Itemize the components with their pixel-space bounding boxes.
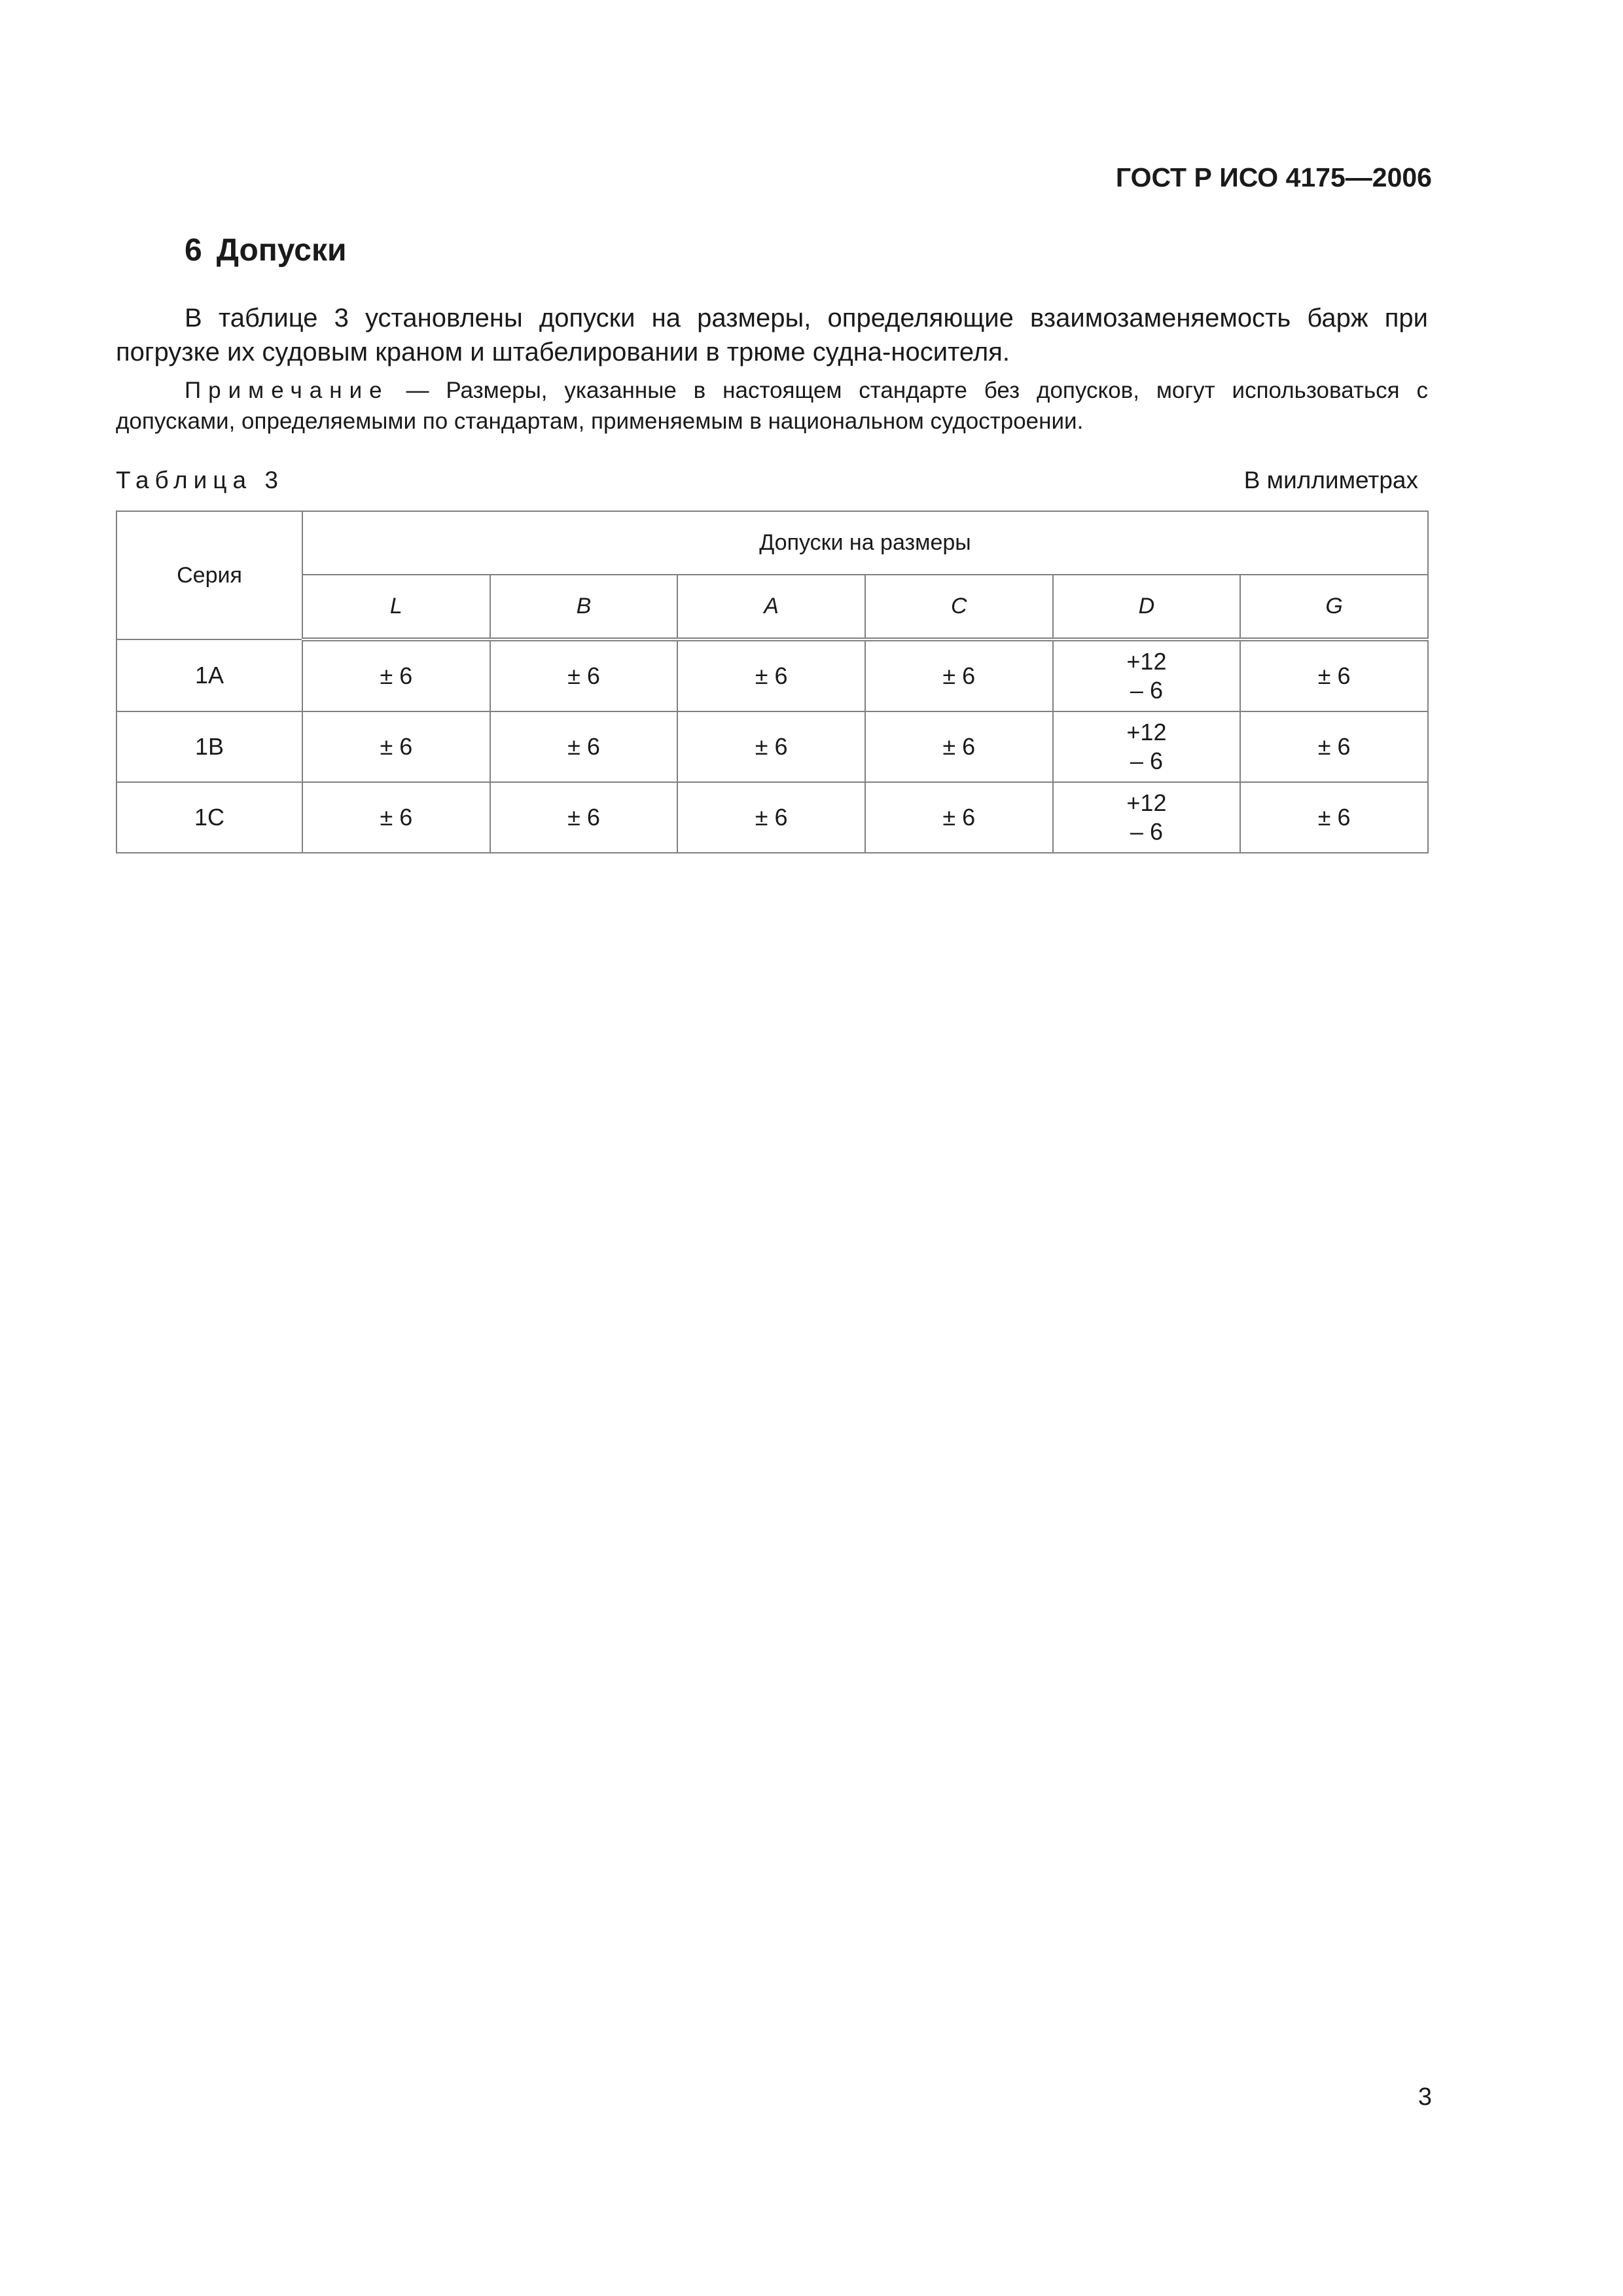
tolerance-cell-l: ± 6: [302, 782, 490, 853]
tolerance-cell-c: ± 6: [865, 782, 1053, 853]
column-header-l: L: [302, 575, 490, 639]
tolerance-cell-b: ± 6: [490, 711, 678, 782]
tolerance-d-lower: – 6: [1130, 747, 1163, 774]
tolerances-group-header: Допуски на размеры: [302, 511, 1428, 575]
tolerance-cell-l: ± 6: [302, 639, 490, 711]
section-heading: [185, 232, 347, 268]
note-label: Примечание: [185, 378, 389, 403]
section-title: Допуски: [216, 233, 347, 268]
table-units: В миллиметрах: [1243, 467, 1418, 493]
column-header-b: B: [490, 575, 678, 639]
table-row: [116, 782, 1428, 853]
tolerance-cell-g: ± 6: [1240, 711, 1428, 782]
series-cell: 1C: [116, 782, 302, 853]
tolerance-cell-a: ± 6: [677, 639, 865, 711]
document-code: ГОСТ Р ИСО 4175—2006: [1115, 162, 1432, 192]
tolerance-d-upper: +12: [1126, 789, 1167, 816]
series-cell: 1B: [116, 711, 302, 782]
column-header-g: G: [1240, 575, 1428, 639]
tolerance-d-lower: – 6: [1130, 677, 1163, 704]
tolerance-cell-c: ± 6: [865, 711, 1053, 782]
column-header-d: D: [1053, 575, 1241, 639]
tolerance-cell-d: [1053, 782, 1241, 853]
tolerances-table: [116, 511, 1429, 853]
tolerance-cell-d: [1053, 639, 1241, 711]
tolerance-cell-a: ± 6: [677, 711, 865, 782]
note-paragraph: [116, 375, 1428, 437]
tolerance-d-lower: – 6: [1130, 818, 1163, 845]
table-caption: Таблица 3: [116, 467, 284, 493]
tolerance-cell-a: ± 6: [677, 782, 865, 853]
tolerance-cell-b: ± 6: [490, 639, 678, 711]
body-paragraph: В таблице 3 установлены допуски на размеры, определяющие взаимозаменяемость барж при погрузке их судовым краном и штабелировании в трюме судна-носителя.: [116, 304, 1428, 367]
column-header-c: C: [865, 575, 1053, 639]
series-header: Серия: [116, 511, 302, 639]
tolerance-cell-g: ± 6: [1240, 639, 1428, 711]
page-number: 3: [1418, 2083, 1432, 2111]
tolerance-d-upper: +12: [1126, 719, 1167, 745]
tolerance-d-upper: +12: [1126, 648, 1167, 675]
tolerance-cell-g: ± 6: [1240, 782, 1428, 853]
table-row: [116, 711, 1428, 782]
tolerance-cell-d: [1053, 711, 1241, 782]
series-cell: 1A: [116, 639, 302, 711]
tolerance-cell-b: ± 6: [490, 782, 678, 853]
tolerance-cell-c: ± 6: [865, 639, 1053, 711]
section-number: 6: [185, 233, 202, 268]
column-header-a: A: [677, 575, 865, 639]
tolerance-cell-l: ± 6: [302, 711, 490, 782]
table-row: [116, 639, 1428, 711]
note-text: — Размеры, указанные в настоящем стандарте без допусков, могут использоваться с допусками, определяемыми по стандартам, применяемым в национальном судостроении.: [116, 378, 1428, 434]
